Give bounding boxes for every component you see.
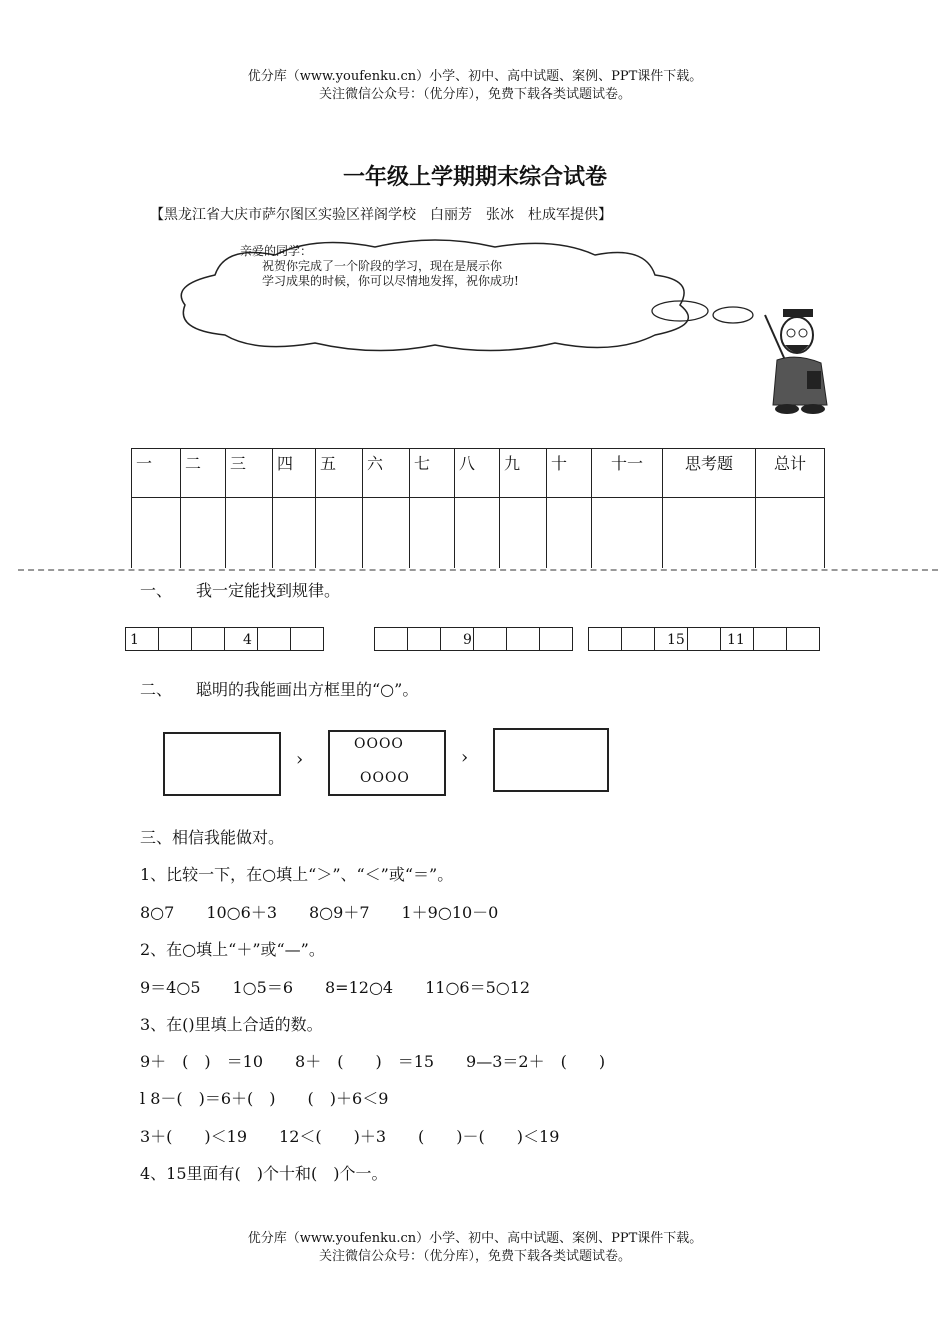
pattern-box[interactable]: 15 <box>654 627 688 651</box>
header-line-1: 优分库（www.youfenku.cn）小学、初中、高中试题、案例、PPT课件下载。 <box>247 69 703 84</box>
section3-title: 三、相信我能做对。 <box>140 828 285 847</box>
pattern-group-1 <box>125 627 323 651</box>
section1-title: 一、 我一定能找到规律。 <box>140 581 341 600</box>
footer-line-1: 优分库（www.youfenku.cn）小学、初中、高中试题、案例、PPT课件下载。 <box>247 1231 703 1246</box>
pattern-box[interactable] <box>158 627 192 651</box>
pattern-box[interactable] <box>290 627 324 651</box>
score-table <box>131 448 825 568</box>
question-3-line-2: l 8－( )＝6＋( ) ( )＋6＜9 <box>140 1089 389 1108</box>
greater-than-sign: › <box>461 747 469 768</box>
pattern-box[interactable] <box>588 627 622 651</box>
score-header-cell: 二 <box>181 449 226 498</box>
score-header-cell: 总计 <box>756 449 825 498</box>
score-input-cell[interactable] <box>273 498 316 569</box>
circles-row-top: OOOO <box>354 736 404 752</box>
score-input-cell[interactable] <box>363 498 410 569</box>
pattern-box[interactable]: 9 <box>440 627 474 651</box>
question-4: 4、15里面有( )个十和( )个一。 <box>140 1164 388 1183</box>
pattern-box[interactable] <box>621 627 655 651</box>
score-table-input-row <box>132 498 825 569</box>
pattern-group-3 <box>588 627 819 651</box>
pattern-box[interactable] <box>786 627 820 651</box>
pattern-box[interactable] <box>753 627 787 651</box>
question-3-line-3: 3＋( )＜19 12＜( )＋3 ( )－( )＜19 <box>140 1127 560 1146</box>
score-input-cell[interactable] <box>592 498 663 569</box>
pattern-group-2 <box>374 627 572 651</box>
pattern-box[interactable]: 4 <box>224 627 258 651</box>
pattern-box[interactable] <box>374 627 408 651</box>
score-header-cell: 一 <box>132 449 181 498</box>
score-input-cell[interactable] <box>756 498 825 569</box>
cut-line <box>18 569 938 571</box>
question-3-line-1: 9＋ ( ) ＝10 8＋ ( ) ＝15 9—3＝2＋ ( ) <box>140 1052 606 1071</box>
score-input-cell[interactable] <box>500 498 547 569</box>
score-header-cell: 四 <box>273 449 316 498</box>
drawing-box-right[interactable] <box>493 728 609 792</box>
circles-box <box>328 730 446 796</box>
score-input-cell[interactable] <box>455 498 500 569</box>
footer-line-2: 关注微信公众号：（优分库），免费下载各类试题试卷。 <box>318 1249 631 1264</box>
cloud-line-1: 祝贺你完成了一个阶段的学习，现在是展示你 <box>262 259 503 273</box>
question-1-items: 8○7 10○6＋3 8○9＋7 1＋9○10－0 <box>140 903 499 922</box>
score-header-cell: 七 <box>410 449 455 498</box>
pattern-box[interactable] <box>257 627 291 651</box>
authors-line: 【黑龙江省大庆市萨尔图区实验区祥阁学校 白丽芳 张冰 杜成军提供】 <box>150 207 612 223</box>
score-header-cell: 三 <box>226 449 273 498</box>
score-input-cell[interactable] <box>226 498 273 569</box>
circles-row-bottom: OOOO <box>360 770 410 786</box>
score-input-cell[interactable] <box>316 498 363 569</box>
question-2-items: 9＝4○5 1○5＝6 8=12○4 11○6＝5○12 <box>140 978 531 997</box>
question-2: 2、在○填上“＋”或“—”。 <box>140 940 325 959</box>
header-line-2: 关注微信公众号：（优分库），免费下载各类试题试卷。 <box>318 87 631 102</box>
pattern-box[interactable]: 11 <box>720 627 754 651</box>
pattern-box[interactable] <box>191 627 225 651</box>
score-input-cell[interactable] <box>132 498 181 569</box>
score-header-cell: 五 <box>316 449 363 498</box>
page-title: 一年级上学期期末综合试卷 <box>342 164 607 190</box>
pattern-box[interactable] <box>506 627 540 651</box>
question-1: 1、比较一下，在○填上“＞”、“＜”或“＝”。 <box>140 865 454 884</box>
section2-title: 二、 聪明的我能画出方框里的“○”。 <box>140 680 419 699</box>
pattern-box[interactable]: 1 <box>125 627 159 651</box>
drawing-box-left[interactable] <box>163 732 281 796</box>
score-input-cell[interactable] <box>410 498 455 569</box>
teacher-illustration <box>755 305 845 415</box>
score-input-cell[interactable] <box>181 498 226 569</box>
greater-than-sign: › <box>296 749 304 770</box>
score-header-cell: 思考题 <box>663 449 756 498</box>
pattern-box[interactable] <box>539 627 573 651</box>
question-3: 3、在()里填上合适的数。 <box>140 1015 323 1034</box>
pattern-box[interactable] <box>473 627 507 651</box>
pattern-box[interactable] <box>687 627 721 651</box>
score-input-cell[interactable] <box>547 498 592 569</box>
score-header-cell: 八 <box>455 449 500 498</box>
score-input-cell[interactable] <box>663 498 756 569</box>
score-header-cell: 十一 <box>592 449 663 498</box>
cloud-line-2: 学习成果的时候，你可以尽情地发挥，祝你成功! <box>262 274 519 288</box>
pattern-box[interactable] <box>407 627 441 651</box>
score-table-header-row <box>132 449 825 498</box>
cloud-greeting: 亲爱的同学： <box>240 244 313 258</box>
score-header-cell: 九 <box>500 449 547 498</box>
score-header-cell: 六 <box>363 449 410 498</box>
score-header-cell: 十 <box>547 449 592 498</box>
